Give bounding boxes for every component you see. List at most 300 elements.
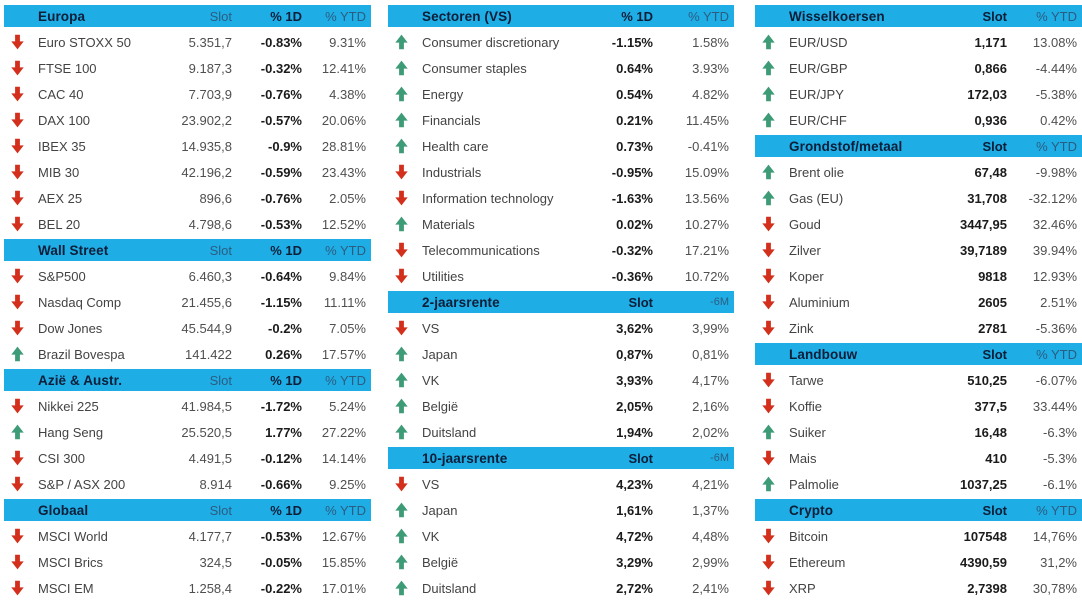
- pct-ytd-value: 4,21%: [692, 476, 729, 492]
- column-header-pct-ytd-value: % YTD: [325, 8, 366, 24]
- column-header-pct-1d-value: % 1D: [270, 8, 302, 24]
- section-title: Crypto: [789, 502, 834, 518]
- pct-ytd-value: 1.58%: [692, 34, 729, 50]
- down-arrow-icon: [394, 268, 422, 284]
- slot-value: 410: [985, 450, 1007, 466]
- section-header: [388, 447, 734, 469]
- down-arrow-icon: [10, 138, 38, 154]
- slot-value: 377,5: [974, 398, 1007, 414]
- down-arrow-icon: [761, 372, 789, 388]
- table-row: [4, 185, 371, 211]
- down-arrow-icon: [10, 476, 38, 492]
- pct-ytd-value: 12.52%: [321, 216, 366, 232]
- down-arrow-icon: [761, 320, 789, 336]
- slot-value: 31,708: [967, 190, 1007, 206]
- down-arrow-icon: [10, 34, 38, 50]
- down-arrow-icon: [10, 216, 38, 232]
- table-row: [4, 263, 371, 289]
- table-row: [755, 575, 1082, 601]
- instrument-name: Duitsland: [422, 580, 477, 596]
- pct-1d-value: -0.05%: [260, 554, 302, 570]
- instrument-name: Tarwe: [789, 372, 824, 388]
- table-row: [388, 29, 734, 55]
- instrument-name: Mais: [789, 450, 817, 466]
- instrument-name: Koffie: [789, 398, 823, 414]
- pct-ytd-value: 20.06%: [321, 112, 366, 128]
- up-arrow-icon: [394, 502, 422, 518]
- table-sectors-rates: [388, 3, 734, 601]
- table-row: [388, 211, 734, 237]
- section-title: 2-jaarsrente: [422, 294, 500, 310]
- column-header-pct-ytd-value: % YTD: [1036, 346, 1077, 362]
- table-row: [388, 159, 734, 185]
- instrument-name: Euro STOXX 50: [38, 34, 131, 50]
- slot-value: 21.455,6: [181, 294, 232, 310]
- pct-ytd-value: 2.05%: [329, 190, 366, 206]
- instrument-name: FTSE 100: [38, 60, 97, 76]
- instrument-name: S&P500: [38, 268, 86, 284]
- table-row: [4, 523, 371, 549]
- slot-value: 6.460,3: [188, 268, 232, 284]
- table-row: [755, 237, 1082, 263]
- table-row: [388, 263, 734, 289]
- instrument-name: Goud: [789, 216, 821, 232]
- slot-value: 510,25: [967, 372, 1007, 388]
- up-arrow-icon: [394, 424, 422, 440]
- column-header-pct-1d-value: % 1D: [270, 502, 302, 518]
- pct-1d-value: 1,94%: [616, 424, 653, 440]
- pct-ytd-value: 4,48%: [692, 528, 729, 544]
- instrument-name: Telecommunications: [422, 242, 540, 258]
- column-header-slot-value: Slot: [982, 138, 1007, 154]
- table-row: [755, 107, 1082, 133]
- up-arrow-icon: [10, 346, 38, 362]
- table-row: [755, 315, 1082, 341]
- pct-ytd-value: 27.22%: [321, 424, 366, 440]
- table-row: [4, 393, 371, 419]
- up-arrow-icon: [394, 216, 422, 232]
- pct-ytd-value: 23.43%: [321, 164, 366, 180]
- up-arrow-icon: [394, 398, 422, 414]
- table-row: [755, 393, 1082, 419]
- slot-value: 39,7189: [960, 242, 1007, 258]
- column-header-slot-value: Slot: [209, 372, 232, 388]
- pct-1d-value: 0.26%: [265, 346, 302, 362]
- pct-ytd-value: 0,81%: [692, 346, 729, 362]
- slot-value: 141.422: [185, 346, 232, 362]
- pct-1d-value: 4,72%: [616, 528, 653, 544]
- down-arrow-icon: [10, 164, 38, 180]
- pct-ytd-value: 12.67%: [321, 528, 366, 544]
- instrument-name: VK: [422, 372, 440, 388]
- pct-ytd-value: 12.93%: [1032, 268, 1077, 284]
- instrument-name: Nikkei 225: [38, 398, 99, 414]
- down-arrow-icon: [10, 190, 38, 206]
- up-arrow-icon: [394, 112, 422, 128]
- instrument-name: MIB 30: [38, 164, 80, 180]
- instrument-name: Zink: [789, 320, 814, 336]
- pct-ytd-value: -32.12%: [1028, 190, 1077, 206]
- column-header-pct-1d-value: % 1D: [270, 372, 302, 388]
- table-row: [4, 445, 371, 471]
- table-row: [388, 315, 734, 341]
- column-header-pct-1d-value: Slot: [628, 294, 653, 310]
- instrument-name: EUR/GBP: [789, 60, 848, 76]
- table-row: [388, 523, 734, 549]
- table-row: [4, 289, 371, 315]
- pct-1d-value: -0.2%: [268, 320, 302, 336]
- table-row: [4, 107, 371, 133]
- slot-value: 7.703,9: [188, 86, 232, 102]
- pct-ytd-value: 31,2%: [1040, 554, 1077, 570]
- column-header-pct-ytd-value: -6M: [710, 296, 729, 308]
- slot-value: 0,936: [974, 112, 1007, 128]
- down-arrow-icon: [761, 268, 789, 284]
- section-header: [755, 499, 1082, 521]
- instrument-name: Brazil Bovespa: [38, 346, 125, 362]
- column-header-pct-1d-value: % 1D: [621, 8, 653, 24]
- column-header-pct-1d-value: Slot: [628, 450, 653, 466]
- section-title: Sectoren (VS): [422, 8, 512, 24]
- pct-ytd-value: 1,37%: [692, 502, 729, 518]
- slot-value: 9818: [978, 268, 1007, 284]
- up-arrow-icon: [761, 476, 789, 492]
- table-row: [388, 341, 734, 367]
- slot-value: 1037,25: [960, 476, 1007, 492]
- section-header: [755, 135, 1082, 157]
- table-row: [4, 211, 371, 237]
- table-row: [755, 55, 1082, 81]
- section-header: [4, 5, 371, 27]
- instrument-name: VS: [422, 476, 440, 492]
- up-arrow-icon: [761, 424, 789, 440]
- pct-1d-value: -0.12%: [260, 450, 302, 466]
- pct-ytd-value: -5.36%: [1035, 320, 1077, 336]
- slot-value: 67,48: [974, 164, 1007, 180]
- up-arrow-icon: [394, 346, 422, 362]
- down-arrow-icon: [761, 242, 789, 258]
- instrument-name: Aluminium: [789, 294, 850, 310]
- down-arrow-icon: [761, 580, 789, 596]
- slot-value: 41.984,5: [181, 398, 232, 414]
- table-row: [4, 549, 371, 575]
- table-row: [388, 55, 734, 81]
- pct-ytd-value: 14.14%: [321, 450, 366, 466]
- pct-1d-value: -0.83%: [260, 34, 302, 50]
- down-arrow-icon: [761, 554, 789, 570]
- table-row: [4, 81, 371, 107]
- down-arrow-icon: [10, 450, 38, 466]
- slot-value: 5.351,7: [188, 34, 232, 50]
- instrument-name: Nasdaq Comp: [38, 294, 122, 310]
- down-arrow-icon: [10, 294, 38, 310]
- pct-ytd-value: -5.3%: [1043, 450, 1077, 466]
- pct-1d-value: -0.53%: [260, 216, 302, 232]
- slot-value: 45.544,9: [181, 320, 232, 336]
- pct-ytd-value: 17.57%: [321, 346, 366, 362]
- table-row: [388, 81, 734, 107]
- table-row: [388, 393, 734, 419]
- column-header-pct-ytd-value: % YTD: [325, 502, 366, 518]
- down-arrow-icon: [10, 528, 38, 544]
- table-row: [755, 185, 1082, 211]
- slot-value: 4.798,6: [188, 216, 232, 232]
- table-row: [388, 367, 734, 393]
- table-fx-commodities-crypto: [755, 3, 1082, 601]
- table-row: [4, 341, 371, 367]
- table-row: [755, 289, 1082, 315]
- instrument-name: Hang Seng: [38, 424, 104, 440]
- up-arrow-icon: [394, 528, 422, 544]
- instrument-name: België: [422, 398, 459, 414]
- instrument-name: Consumer staples: [422, 60, 527, 76]
- instrument-name: EUR/CHF: [789, 112, 847, 128]
- column-header-pct-ytd-value: % YTD: [1036, 138, 1077, 154]
- instrument-name: EUR/JPY: [789, 86, 844, 102]
- down-arrow-icon: [394, 476, 422, 492]
- slot-value: 2605: [978, 294, 1007, 310]
- column-header-slot-value: Slot: [982, 346, 1007, 362]
- pct-ytd-value: 2,99%: [692, 554, 729, 570]
- table-row: [388, 419, 734, 445]
- pct-ytd-value: 12.41%: [321, 60, 366, 76]
- instrument-name: Gas (EU): [789, 190, 844, 206]
- up-arrow-icon: [761, 60, 789, 76]
- section-title: Grondstof/metaal: [789, 138, 903, 154]
- instrument-name: VK: [422, 528, 440, 544]
- column-header-pct-ytd-value: % YTD: [325, 372, 366, 388]
- instrument-name: Utilities: [422, 268, 464, 284]
- up-arrow-icon: [394, 138, 422, 154]
- table-row: [388, 185, 734, 211]
- pct-1d-value: -0.53%: [260, 528, 302, 544]
- section-header: [4, 499, 371, 521]
- up-arrow-icon: [394, 86, 422, 102]
- pct-ytd-value: 33.44%: [1032, 398, 1077, 414]
- pct-ytd-value: 14,76%: [1032, 528, 1077, 544]
- column-header-slot-value: Slot: [982, 8, 1007, 24]
- pct-ytd-value: -5.38%: [1035, 86, 1077, 102]
- column-header-pct-ytd-value: % YTD: [325, 242, 366, 258]
- instrument-name: EUR/USD: [789, 34, 848, 50]
- down-arrow-icon: [761, 398, 789, 414]
- pct-ytd-value: 0.42%: [1040, 112, 1077, 128]
- section-header: [755, 343, 1082, 365]
- table-row: [755, 263, 1082, 289]
- column-header-slot-value: Slot: [209, 242, 232, 258]
- instrument-name: VS: [422, 320, 440, 336]
- pct-1d-value: 0.64%: [616, 60, 653, 76]
- table-row: [755, 211, 1082, 237]
- instrument-name: Bitcoin: [789, 528, 829, 544]
- up-arrow-icon: [394, 554, 422, 570]
- table-row: [388, 133, 734, 159]
- pct-ytd-value: 28.81%: [321, 138, 366, 154]
- table-row: [755, 523, 1082, 549]
- pct-ytd-value: 32.46%: [1032, 216, 1077, 232]
- pct-1d-value: -0.32%: [611, 242, 653, 258]
- instrument-name: Industrials: [422, 164, 482, 180]
- pct-1d-value: -0.32%: [260, 60, 302, 76]
- pct-ytd-value: 11.45%: [685, 112, 729, 128]
- pct-ytd-value: -4.44%: [1035, 60, 1077, 76]
- pct-1d-value: -0.9%: [268, 138, 302, 154]
- pct-ytd-value: 9.31%: [329, 34, 366, 50]
- instrument-name: Dow Jones: [38, 320, 103, 336]
- down-arrow-icon: [10, 112, 38, 128]
- instrument-name: Palmolie: [789, 476, 839, 492]
- instrument-name: MSCI EM: [38, 580, 94, 596]
- up-arrow-icon: [761, 190, 789, 206]
- pct-ytd-value: 4.38%: [329, 86, 366, 102]
- pct-1d-value: 3,93%: [616, 372, 653, 388]
- pct-1d-value: 1,61%: [616, 502, 653, 518]
- down-arrow-icon: [761, 294, 789, 310]
- instrument-name: S&P / ASX 200: [38, 476, 126, 492]
- pct-1d-value: -0.66%: [260, 476, 302, 492]
- up-arrow-icon: [394, 580, 422, 596]
- down-arrow-icon: [761, 528, 789, 544]
- instrument-name: Zilver: [789, 242, 821, 258]
- slot-value: 8.914: [199, 476, 232, 492]
- pct-ytd-value: 5.24%: [329, 398, 366, 414]
- section-title: Globaal: [38, 502, 89, 518]
- instrument-name: IBEX 35: [38, 138, 86, 154]
- pct-ytd-value: 10.72%: [684, 268, 729, 284]
- slot-value: 1,171: [974, 34, 1007, 50]
- table-row: [4, 55, 371, 81]
- pct-ytd-value: 2,02%: [692, 424, 729, 440]
- pct-1d-value: -1.63%: [611, 190, 653, 206]
- pct-ytd-value: 9.84%: [329, 268, 366, 284]
- pct-1d-value: -0.59%: [260, 164, 302, 180]
- pct-ytd-value: 3.93%: [692, 60, 729, 76]
- pct-ytd-value: -6.07%: [1035, 372, 1077, 388]
- instrument-name: Energy: [422, 86, 464, 102]
- instrument-name: CAC 40: [38, 86, 84, 102]
- instrument-name: CSI 300: [38, 450, 85, 466]
- instrument-name: Duitsland: [422, 424, 477, 440]
- up-arrow-icon: [761, 86, 789, 102]
- up-arrow-icon: [761, 34, 789, 50]
- table-row: [755, 367, 1082, 393]
- slot-value: 25.520,5: [181, 424, 232, 440]
- up-arrow-icon: [394, 372, 422, 388]
- section-title: Wall Street: [38, 242, 109, 258]
- instrument-name: Health care: [422, 138, 489, 154]
- pct-1d-value: 4,23%: [616, 476, 653, 492]
- pct-1d-value: 3,29%: [616, 554, 653, 570]
- pct-1d-value: -0.76%: [260, 86, 302, 102]
- column-header-slot-value: Slot: [209, 8, 232, 24]
- slot-value: 4.177,7: [188, 528, 232, 544]
- pct-ytd-value: 2.51%: [1040, 294, 1077, 310]
- pct-ytd-value: -6.1%: [1043, 476, 1077, 492]
- up-arrow-icon: [394, 34, 422, 50]
- table-row: [755, 471, 1082, 497]
- table-row: [4, 419, 371, 445]
- pct-1d-value: -1.15%: [611, 34, 653, 50]
- instrument-name: BEL 20: [38, 216, 81, 232]
- down-arrow-icon: [394, 190, 422, 206]
- instrument-name: Materials: [422, 216, 475, 232]
- instrument-name: MSCI Brics: [38, 554, 103, 570]
- table-row: [755, 445, 1082, 471]
- section-header: [388, 5, 734, 27]
- slot-value: 14.935,8: [181, 138, 232, 154]
- down-arrow-icon: [10, 554, 38, 570]
- down-arrow-icon: [10, 86, 38, 102]
- slot-value: 107548: [963, 528, 1007, 544]
- pct-ytd-value: -0.41%: [687, 138, 729, 154]
- pct-ytd-value: 2,41%: [692, 580, 729, 596]
- pct-ytd-value: 11.11%: [323, 294, 366, 310]
- slot-value: 42.196,2: [181, 164, 232, 180]
- column-header-pct-ytd-value: % YTD: [1036, 8, 1077, 24]
- pct-1d-value: 1.77%: [265, 424, 302, 440]
- down-arrow-icon: [10, 268, 38, 284]
- table-row: [388, 497, 734, 523]
- slot-value: 16,48: [974, 424, 1007, 440]
- pct-ytd-value: 17.21%: [684, 242, 729, 258]
- down-arrow-icon: [394, 320, 422, 336]
- column-header-slot-value: Slot: [982, 502, 1007, 518]
- pct-ytd-value: 7.05%: [329, 320, 366, 336]
- pct-ytd-value: 13.56%: [684, 190, 729, 206]
- down-arrow-icon: [10, 320, 38, 336]
- pct-1d-value: 0.02%: [616, 216, 653, 232]
- pct-1d-value: 2,72%: [616, 580, 653, 596]
- pct-ytd-value: 4.82%: [692, 86, 729, 102]
- pct-ytd-value: 4,17%: [692, 372, 729, 388]
- pct-1d-value: 0.54%: [616, 86, 653, 102]
- table-row: [4, 315, 371, 341]
- section-header: [755, 5, 1082, 27]
- down-arrow-icon: [10, 398, 38, 414]
- pct-1d-value: 0,87%: [616, 346, 653, 362]
- instrument-name: XRP: [789, 580, 816, 596]
- table-row: [388, 471, 734, 497]
- up-arrow-icon: [761, 112, 789, 128]
- column-header-pct-ytd-value: % YTD: [688, 8, 729, 24]
- pct-1d-value: -0.22%: [260, 580, 302, 596]
- slot-value: 1.258,4: [188, 580, 232, 596]
- slot-value: 2,7398: [967, 580, 1007, 596]
- pct-1d-value: -1.72%: [260, 398, 302, 414]
- table-row: [4, 29, 371, 55]
- section-header: [388, 291, 734, 313]
- section-title: Landbouw: [789, 346, 858, 362]
- slot-value: 3447,95: [960, 216, 1007, 232]
- slot-value: 9.187,3: [188, 60, 232, 76]
- instrument-name: Financials: [422, 112, 481, 128]
- pct-ytd-value: 2,16%: [692, 398, 729, 414]
- table-row: [755, 29, 1082, 55]
- instrument-name: België: [422, 554, 459, 570]
- slot-value: 324,5: [199, 554, 232, 570]
- pct-ytd-value: 39.94%: [1032, 242, 1077, 258]
- column-header-pct-ytd-value: -6M: [710, 452, 729, 464]
- pct-ytd-value: -9.98%: [1035, 164, 1077, 180]
- table-row: [755, 81, 1082, 107]
- pct-ytd-value: 15.85%: [321, 554, 366, 570]
- pct-1d-value: 3,62%: [616, 320, 653, 336]
- slot-value: 4.491,5: [188, 450, 232, 466]
- up-arrow-icon: [394, 60, 422, 76]
- pct-ytd-value: 3,99%: [692, 320, 729, 336]
- pct-1d-value: -0.57%: [260, 112, 302, 128]
- slot-value: 4390,59: [960, 554, 1007, 570]
